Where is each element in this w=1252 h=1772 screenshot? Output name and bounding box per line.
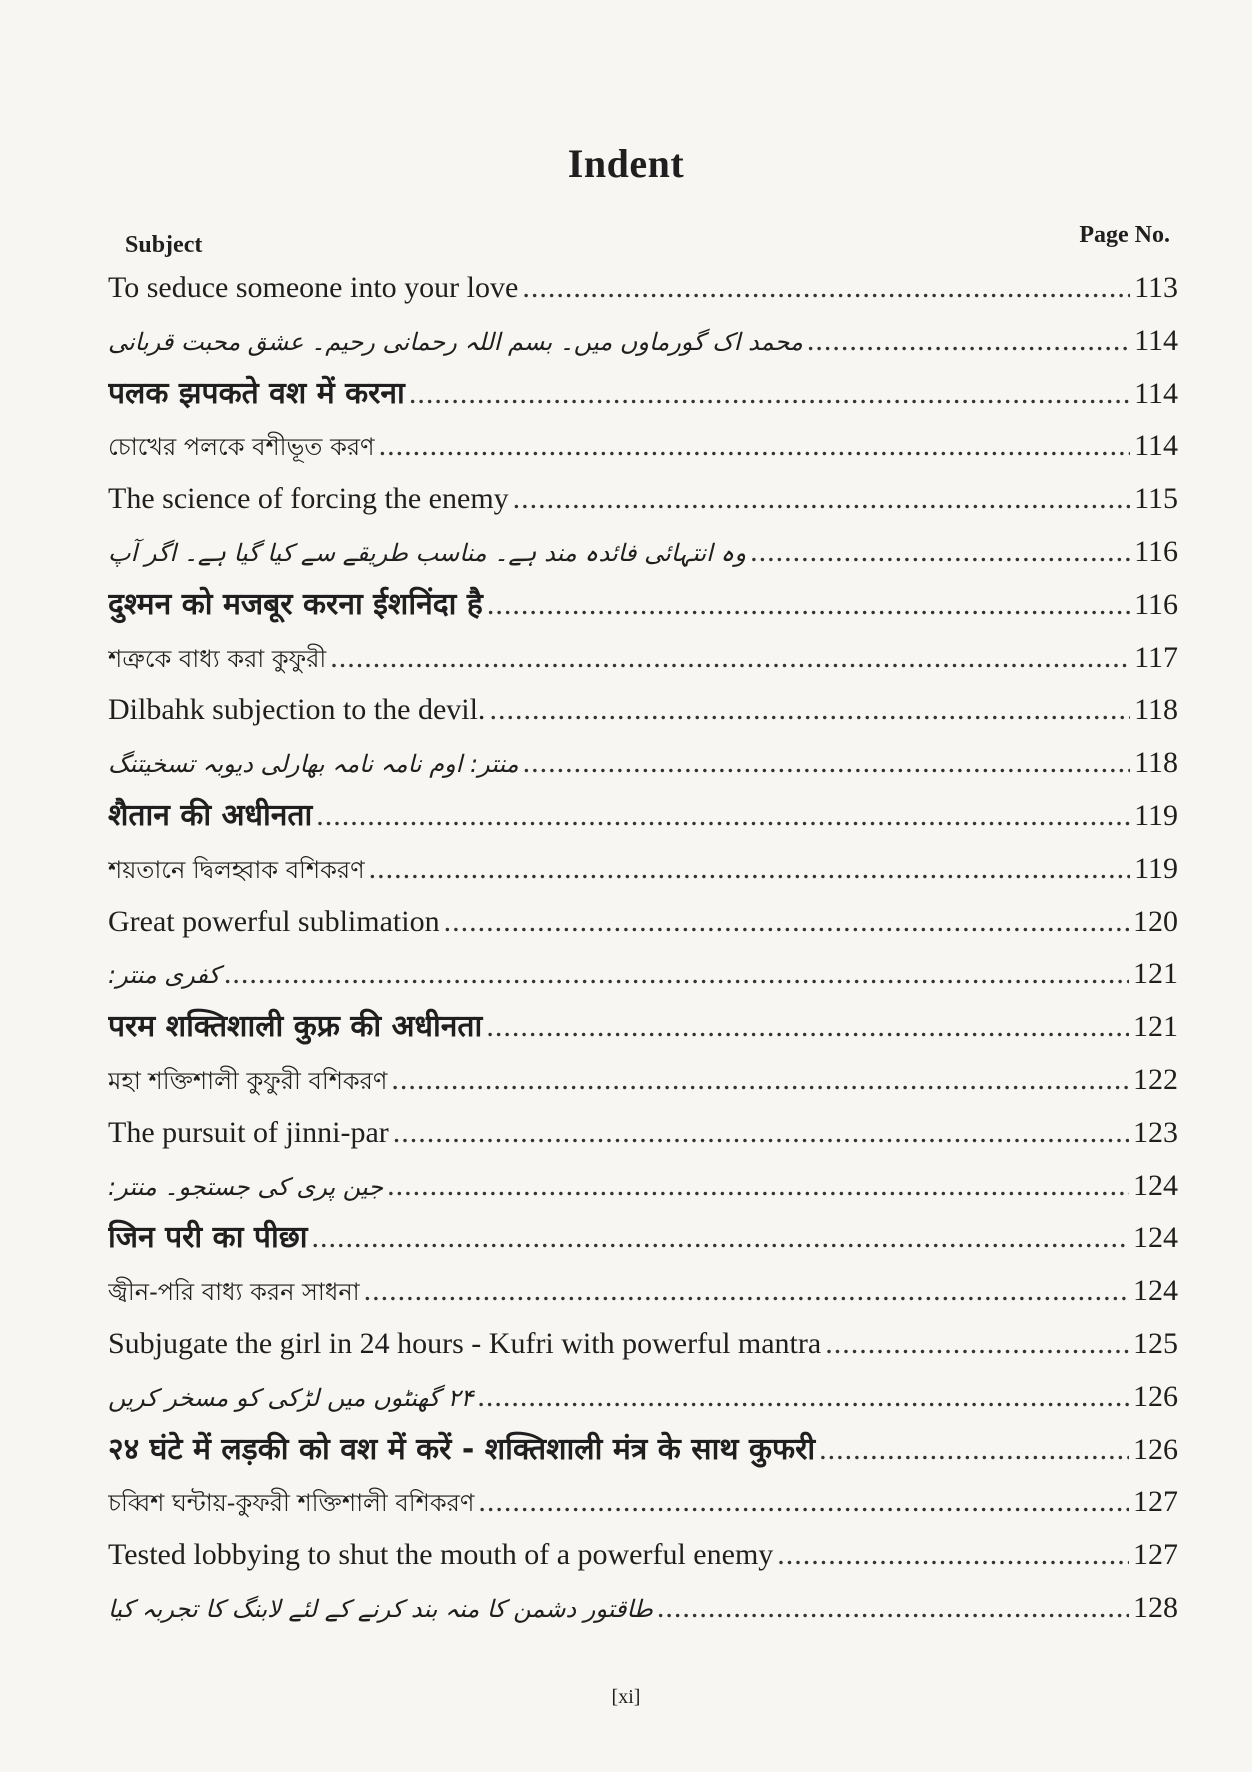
toc-entry-title: जिन परी का पीछा	[108, 1220, 308, 1256]
toc-entry-page-number: 118	[1134, 746, 1178, 780]
dot-leader	[477, 1371, 1129, 1424]
dot-leader	[387, 1160, 1129, 1213]
toc-entry[interactable]	[108, 315, 1178, 368]
toc-entry-title: জ্বীন-পরি বাধ্য করন সাধনা	[108, 1278, 360, 1307]
dot-leader	[807, 315, 1130, 368]
toc-entry-title: Tested lobbying to shut the mouth of a powerful enemy	[108, 1538, 774, 1572]
dot-leader	[379, 420, 1131, 473]
toc-entry-page-number: 115	[1134, 482, 1178, 516]
toc-entry[interactable]	[108, 262, 1178, 315]
toc-entry-page-number: 123	[1133, 1115, 1178, 1149]
toc-entry-page-number: 119	[1134, 798, 1178, 832]
table-of-contents	[108, 262, 1178, 1635]
toc-entry[interactable]	[108, 737, 1178, 790]
dot-leader	[478, 1476, 1129, 1529]
toc-entry-page-number: 119	[1134, 851, 1178, 885]
toc-entry[interactable]	[108, 473, 1178, 526]
toc-entry-page-number: 114	[1134, 429, 1178, 463]
dot-leader	[224, 948, 1129, 1001]
dot-leader	[523, 737, 1130, 790]
toc-entry-page-number: 114	[1134, 323, 1178, 357]
toc-entry-page-number: 113	[1134, 271, 1178, 304]
toc-entry[interactable]	[108, 368, 1178, 421]
toc-entry-page-number: 120	[1133, 904, 1178, 938]
toc-entry[interactable]	[108, 1212, 1178, 1265]
toc-entry[interactable]	[108, 1160, 1178, 1213]
dot-leader	[391, 1054, 1129, 1107]
toc-entry-title: طاقتور دشمن کا منہ بند کرنے کے لئے لابنگ کا تجربہ کیا	[108, 1594, 653, 1623]
dot-leader	[657, 1582, 1129, 1635]
toc-entry-title: کفری منتر:	[108, 961, 220, 990]
toc-entry[interactable]	[108, 1371, 1178, 1424]
toc-entry-title: To seduce someone into your love	[108, 271, 519, 304]
toc-entry-page-number: 116	[1134, 534, 1178, 568]
toc-entry-page-number: 127	[1133, 1538, 1178, 1572]
toc-entry-page-number: 124	[1133, 1168, 1178, 1202]
subject-column-header: Subject	[125, 232, 203, 258]
dot-leader	[750, 526, 1130, 579]
toc-entry-page-number: 121	[1133, 1010, 1178, 1044]
toc-entry-title: মহা শক্তিশালী কুফুরী বশিকরণ	[108, 1066, 388, 1095]
toc-entry[interactable]	[108, 1476, 1178, 1529]
dot-leader	[819, 1424, 1129, 1477]
dot-leader	[486, 1001, 1129, 1054]
toc-entry-title: The pursuit of jinni-par	[108, 1115, 389, 1149]
toc-entry-page-number: 128	[1133, 1590, 1178, 1624]
toc-entry[interactable]	[108, 526, 1178, 579]
toc-entry[interactable]	[108, 1265, 1178, 1318]
toc-entry-page-number: 126	[1133, 1432, 1178, 1466]
toc-entry-page-number: 124	[1133, 1274, 1178, 1308]
toc-entry-page-number: 126	[1133, 1379, 1178, 1413]
toc-entry-title: শয়তানে দ্বিলহ্বাক বশিকরণ	[108, 855, 365, 884]
toc-entry[interactable]	[108, 632, 1178, 685]
toc-entry-title: চোখের পলকে বশীভূত করণ	[108, 433, 375, 462]
toc-entry-title: परम शक्तिशाली कुफ्र की अधीनता	[108, 1009, 483, 1045]
toc-entry[interactable]	[108, 1424, 1178, 1477]
page-no-column-header: Page No.	[1079, 222, 1170, 248]
toc-entry-title: وہ انتہائی فائدہ مند ہے۔ مناسب طریقے سے کیا گیا ہے۔ اگر آپ	[108, 538, 747, 567]
toc-entry[interactable]	[108, 1001, 1178, 1054]
toc-entry-page-number: 114	[1134, 376, 1178, 410]
dot-leader	[409, 368, 1130, 421]
toc-entry-title: منتر: اوم نامہ نامہ بھارلی دیوبہ تسخیتنگ	[108, 750, 519, 779]
dot-leader	[487, 579, 1130, 632]
toc-entry-page-number: 118	[1134, 693, 1178, 727]
toc-entry-page-number: 124	[1133, 1221, 1178, 1255]
toc-entry[interactable]	[108, 1318, 1178, 1371]
dot-leader	[330, 632, 1130, 685]
toc-entry-title: Great powerful sublimation	[108, 904, 440, 938]
toc-entry-title: শত্রুকে বাধ্য করা কুফুরী	[108, 644, 327, 673]
dot-leader	[489, 684, 1130, 737]
toc-entry-title: Subjugate the girl in 24 hours - Kufri with powerful mantra	[108, 1326, 822, 1360]
toc-entry-title: Dilbahk subjection to the devil.	[108, 693, 486, 727]
dot-leader	[777, 1529, 1129, 1582]
toc-entry-title: २४ घंटे में लड़की को वश में करें - शक्तिशाली मंत्र के साथ कुफरी	[108, 1431, 816, 1467]
toc-entry-page-number: 121	[1133, 957, 1178, 991]
toc-entry[interactable]	[108, 896, 1178, 949]
toc-entry[interactable]	[108, 1054, 1178, 1107]
toc-entry-page-number: 122	[1133, 1062, 1178, 1096]
dot-leader	[444, 896, 1129, 949]
toc-entry-title: চব্বিশ ঘন্টায়-কুফরী শক্তিশালী বশিকরণ	[108, 1489, 475, 1518]
toc-entry[interactable]	[108, 790, 1178, 843]
toc-entry[interactable]	[108, 1582, 1178, 1635]
dot-leader	[522, 262, 1130, 315]
toc-entry-title: शैतान की अधीनता	[108, 797, 313, 833]
toc-entry[interactable]	[108, 420, 1178, 473]
toc-entry[interactable]	[108, 579, 1178, 632]
toc-entry-title: محمد اک گورماوں میں۔ بسم اللہ رحمانی رحیم۔ عشق محبت قربانی	[108, 327, 803, 356]
page-title: Indent	[567, 141, 685, 186]
toc-entry-title: ۲۴ گھنٹوں میں لڑکی کو مسخر کریں	[108, 1383, 474, 1412]
dot-leader	[364, 1265, 1129, 1318]
toc-entry-page-number: 127	[1133, 1485, 1178, 1519]
dot-leader	[316, 790, 1130, 843]
toc-entry-title: दुश्मन को मजबूर करना ईशनिंदा है	[108, 586, 483, 622]
toc-entry-title: पलक झपकते वश में करना	[108, 375, 405, 411]
toc-entry[interactable]	[108, 948, 1178, 1001]
toc-entry[interactable]	[108, 1529, 1178, 1582]
dot-leader	[825, 1318, 1129, 1371]
toc-entry-page-number: 116	[1134, 587, 1178, 621]
toc-entry[interactable]	[108, 684, 1178, 737]
toc-entry-page-number: 125	[1133, 1326, 1178, 1360]
toc-entry-title: جین پری کی جستجو۔ منتر:	[108, 1172, 384, 1201]
dot-leader	[513, 473, 1130, 526]
toc-entry[interactable]	[108, 843, 1178, 896]
toc-entry-page-number: 117	[1134, 640, 1178, 674]
dot-leader	[393, 1107, 1129, 1160]
page-number-footer: [xi]	[611, 1686, 641, 1708]
toc-entry[interactable]	[108, 1107, 1178, 1160]
toc-entry-title: The science of forcing the enemy	[108, 482, 509, 516]
dot-leader	[369, 843, 1130, 896]
dot-leader	[312, 1212, 1129, 1265]
